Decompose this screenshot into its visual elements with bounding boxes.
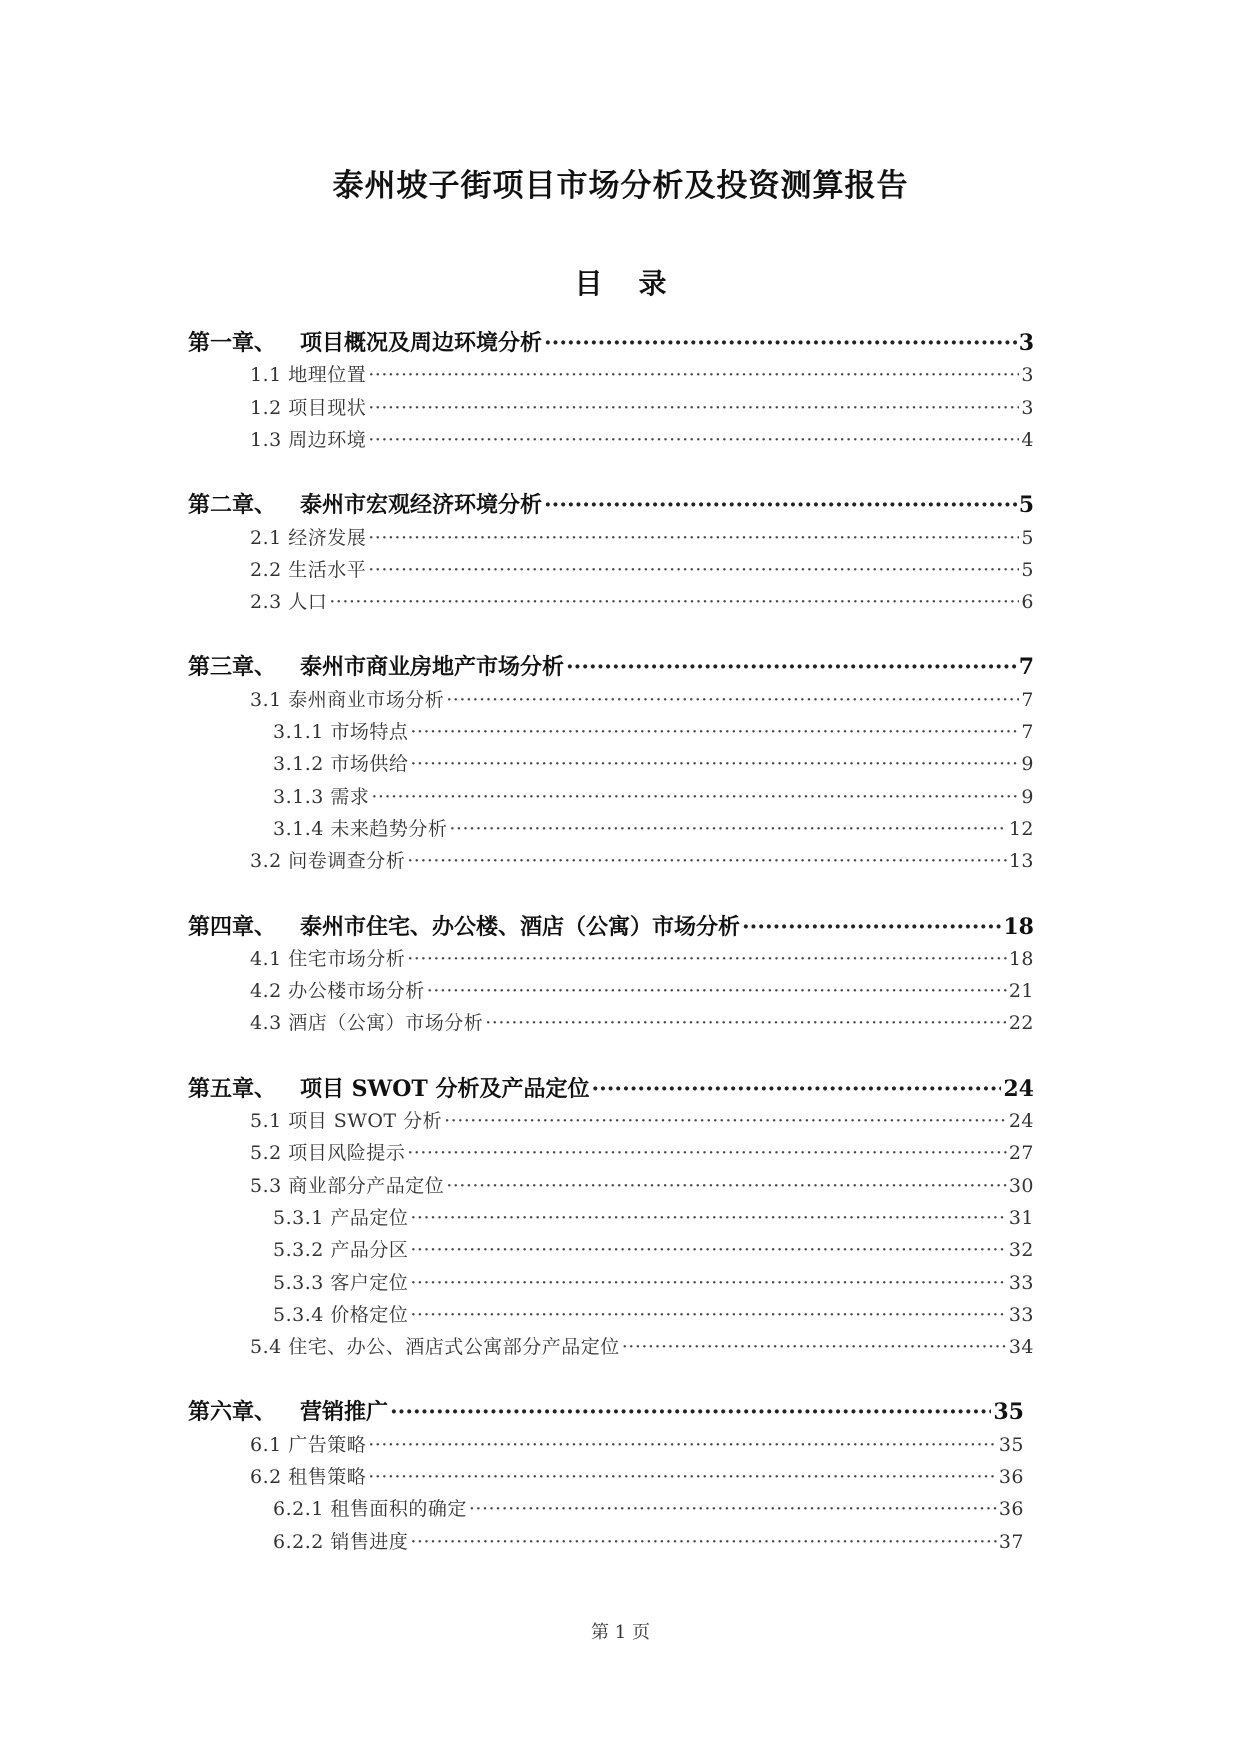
toc-entry-label xyxy=(188,1395,388,1426)
toc-dot-leader xyxy=(544,492,1017,518)
toc-entry-label: 6.1 广告策略 xyxy=(250,1433,367,1456)
toc-dot-leader xyxy=(371,786,1019,808)
toc-page-number: 30 xyxy=(1008,1174,1034,1197)
toc-chapter-number: 第二章、 xyxy=(188,492,277,519)
toc-heading: 目录 xyxy=(574,267,703,300)
toc-entry-label xyxy=(188,488,542,519)
toc-page-number: 3 xyxy=(1021,396,1034,419)
toc-dot-leader xyxy=(368,559,1019,581)
toc-section-row[interactable] xyxy=(250,1138,1034,1165)
toc-page-number: 22 xyxy=(1008,1012,1034,1035)
toc-page-number: 37 xyxy=(998,1530,1024,1553)
toc-section-row[interactable] xyxy=(273,717,1034,744)
toc-entry-label: 5.1 项目 SWOT 分析 xyxy=(250,1110,443,1132)
toc-section-row[interactable] xyxy=(250,587,1034,614)
toc-chapter-row[interactable] xyxy=(188,488,1034,519)
toc-page-number: 7 xyxy=(1018,654,1034,681)
toc-chapter-title: 泰州市商业房地产市场分析 xyxy=(300,654,565,681)
toc-page-number: 5 xyxy=(1018,492,1034,519)
toc-dot-leader xyxy=(410,721,1019,743)
toc-chapter-number: 第三章、 xyxy=(188,654,277,681)
toc-chapter-number: 第四章、 xyxy=(188,913,277,940)
toc-dot-leader xyxy=(485,1012,1007,1034)
toc-chapter-title: 项目 SWOT 分析及产品定位 xyxy=(300,1075,590,1102)
toc-section-row[interactable] xyxy=(250,1106,1034,1133)
toc-entry-label: 5.3.2 产品分区 xyxy=(273,1239,409,1262)
toc-page-number: 3 xyxy=(1018,330,1034,356)
toc-dot-leader xyxy=(544,330,1017,356)
toc-chapter-row[interactable] xyxy=(188,326,1034,357)
toc-section-row[interactable] xyxy=(250,1332,1034,1359)
toc-dot-leader xyxy=(368,429,1019,451)
toc-entry-label: 5.3.1 产品定位 xyxy=(273,1206,409,1229)
toc-dot-leader xyxy=(591,1076,1001,1102)
toc-entry-label: 5.4 住宅、办公、酒店式公寓部分产品定位 xyxy=(250,1336,620,1359)
toc-section-row[interactable] xyxy=(250,976,1034,1003)
toc-section-row[interactable] xyxy=(273,1203,1034,1230)
toc-page-number: 33 xyxy=(1008,1303,1034,1326)
toc-section-row[interactable] xyxy=(273,749,1034,776)
toc-dot-leader xyxy=(368,1434,997,1456)
toc-section-row[interactable] xyxy=(250,944,1034,971)
toc-chapter-number: 第六章、 xyxy=(188,1399,277,1426)
toc-page-number: 27 xyxy=(1008,1142,1034,1165)
toc-section-row[interactable] xyxy=(250,1171,1034,1198)
toc-dot-leader xyxy=(742,914,1001,940)
toc-chapter-title: 泰州市宏观经济环境分析 xyxy=(300,492,543,519)
toc-page-number: 24 xyxy=(1008,1110,1034,1132)
toc-entry-label: 5.3.3 客户定位 xyxy=(273,1271,409,1294)
toc-page-number: 35 xyxy=(998,1433,1024,1456)
toc-dot-leader xyxy=(622,1336,1007,1358)
toc-entry-label: 5.3 商业部分产品定位 xyxy=(250,1174,445,1197)
toc-entry-label: 4.3 酒店（公寓）市场分析 xyxy=(250,1012,484,1035)
toc-dot-leader xyxy=(446,689,1019,711)
toc-dot-leader xyxy=(410,1239,1006,1261)
toc-dot-leader xyxy=(368,397,1019,419)
toc-page-number: 5 xyxy=(1021,526,1034,549)
toc-section-row[interactable] xyxy=(250,360,1034,387)
page-number: 第 1 页 xyxy=(591,1622,650,1643)
toc-dot-leader xyxy=(407,850,1007,872)
toc-dot-leader xyxy=(410,1531,996,1553)
toc-chapter-row[interactable] xyxy=(188,650,1034,681)
toc-entry-label: 3.1.2 市场供给 xyxy=(273,753,409,776)
toc-entry-label xyxy=(188,910,740,941)
toc-dot-leader xyxy=(410,753,1019,775)
toc-section-row[interactable] xyxy=(273,1527,1024,1554)
toc-entry-label: 3.1.3 需求 xyxy=(273,785,370,808)
toc-dot-leader xyxy=(390,1399,991,1425)
toc-entry-label: 6.2.1 租售面积的确定 xyxy=(273,1498,467,1521)
toc-dot-leader xyxy=(407,948,1007,970)
toc-entry-label: 1.1 地理位置 xyxy=(250,364,367,387)
toc-section-row[interactable] xyxy=(250,425,1034,452)
toc-dot-leader xyxy=(410,1304,1006,1326)
toc-section-row[interactable] xyxy=(250,1430,1024,1457)
toc-section-row[interactable] xyxy=(250,1462,1024,1489)
toc-page-number: 24 xyxy=(1003,1075,1034,1102)
toc-page-number: 32 xyxy=(1008,1239,1034,1262)
toc-entry-label xyxy=(188,650,564,681)
toc-page-number: 12 xyxy=(1008,817,1034,840)
toc-section-row[interactable] xyxy=(250,685,1034,712)
toc-entry-label: 5.3.4 价格定位 xyxy=(273,1303,409,1326)
toc-section-row[interactable] xyxy=(273,1300,1034,1327)
toc-section-row[interactable] xyxy=(273,814,1034,841)
toc-section-row[interactable] xyxy=(273,1268,1034,1295)
toc-section-row[interactable] xyxy=(273,1494,1024,1521)
toc-page-number: 18 xyxy=(1003,913,1034,940)
toc-dot-leader xyxy=(329,591,1019,613)
toc-entry-label: 3.2 问卷调查分析 xyxy=(250,850,406,873)
toc-dot-leader xyxy=(410,1272,1006,1294)
document-title: 泰州坡子街项目市场分析及投资测算报告 xyxy=(332,168,909,204)
toc-entry-label xyxy=(188,326,542,357)
toc-section-row[interactable] xyxy=(250,555,1034,582)
toc-section-row[interactable] xyxy=(273,1235,1034,1262)
toc-entry-label: 2.2 生活水平 xyxy=(250,558,367,581)
toc-page-number: 31 xyxy=(1008,1206,1034,1229)
toc-page-number: 34 xyxy=(1008,1336,1034,1359)
toc-page-number: 4 xyxy=(1021,428,1034,451)
toc-chapter-row[interactable] xyxy=(188,910,1034,941)
toc-dot-leader xyxy=(444,1110,1007,1132)
toc-dot-leader xyxy=(368,527,1019,549)
toc-dot-leader xyxy=(446,1175,1007,1197)
toc-dot-leader xyxy=(410,1207,1006,1229)
toc-chapter-row[interactable] xyxy=(188,1072,1034,1103)
toc-entry-label: 1.2 项目现状 xyxy=(250,396,367,419)
toc-entry-label: 1.3 周边环境 xyxy=(250,428,367,451)
toc-dot-leader xyxy=(407,1142,1007,1164)
toc-page-number: 9 xyxy=(1021,753,1034,776)
toc-section-row[interactable] xyxy=(250,393,1034,420)
toc-chapter-title: 营销推广 xyxy=(300,1399,389,1426)
toc-entry-label: 2.3 人口 xyxy=(250,591,328,614)
toc-page-number: 6 xyxy=(1021,591,1034,614)
toc-chapter-title: 泰州市住宅、办公楼、酒店（公寓）市场分析 xyxy=(300,913,741,940)
toc-dot-leader xyxy=(566,654,1017,680)
toc-entry-label: 3.1.4 未来趋势分析 xyxy=(273,817,448,840)
toc-entry-label: 2.1 经济发展 xyxy=(250,526,367,549)
toc-dot-leader xyxy=(368,364,1019,386)
toc-chapter-number: 第五章、 xyxy=(188,1075,277,1102)
toc-page-number: 36 xyxy=(998,1466,1024,1488)
toc-page-number: 21 xyxy=(1008,980,1034,1003)
toc-dot-leader xyxy=(449,818,1006,840)
toc-page-number: 7 xyxy=(1021,688,1034,711)
toc-section-row[interactable] xyxy=(250,846,1034,873)
toc-chapter-row[interactable] xyxy=(188,1395,1024,1426)
toc-entry-label: 6.2.2 销售进度 xyxy=(273,1530,409,1553)
toc-section-row[interactable] xyxy=(250,523,1034,550)
toc-page-number: 13 xyxy=(1008,850,1034,873)
toc-page-number: 18 xyxy=(1008,947,1034,970)
toc-entry-label: 4.2 办公楼市场分析 xyxy=(250,980,425,1003)
toc-chapter-title: 项目概况及周边环境分析 xyxy=(300,330,543,356)
toc-entry-label xyxy=(188,1072,589,1103)
toc-page-number: 3 xyxy=(1021,364,1034,387)
toc-entry-label: 6.2 租售策略 xyxy=(250,1466,367,1488)
toc-page-number: 36 xyxy=(998,1498,1024,1521)
toc-entry-label: 3.1.1 市场特点 xyxy=(273,721,409,743)
toc-entry-label: 5.2 项目风险提示 xyxy=(250,1142,406,1165)
toc-page-number: 35 xyxy=(993,1399,1024,1426)
toc-dot-leader xyxy=(368,1466,997,1488)
toc-chapter-number: 第一章、 xyxy=(188,330,277,356)
toc-section-row[interactable] xyxy=(250,1008,1034,1035)
toc-dot-leader xyxy=(427,980,1007,1002)
toc-entry-label: 4.1 住宅市场分析 xyxy=(250,947,406,970)
toc-entry-label: 3.1 泰州商业市场分析 xyxy=(250,688,445,711)
toc-section-row[interactable] xyxy=(273,782,1034,809)
toc-dot-leader xyxy=(469,1498,997,1520)
toc-page-number: 5 xyxy=(1021,558,1034,581)
toc-page-number: 9 xyxy=(1021,785,1034,808)
toc-page-number: 33 xyxy=(1008,1271,1034,1294)
toc-page-number: 7 xyxy=(1021,721,1034,743)
